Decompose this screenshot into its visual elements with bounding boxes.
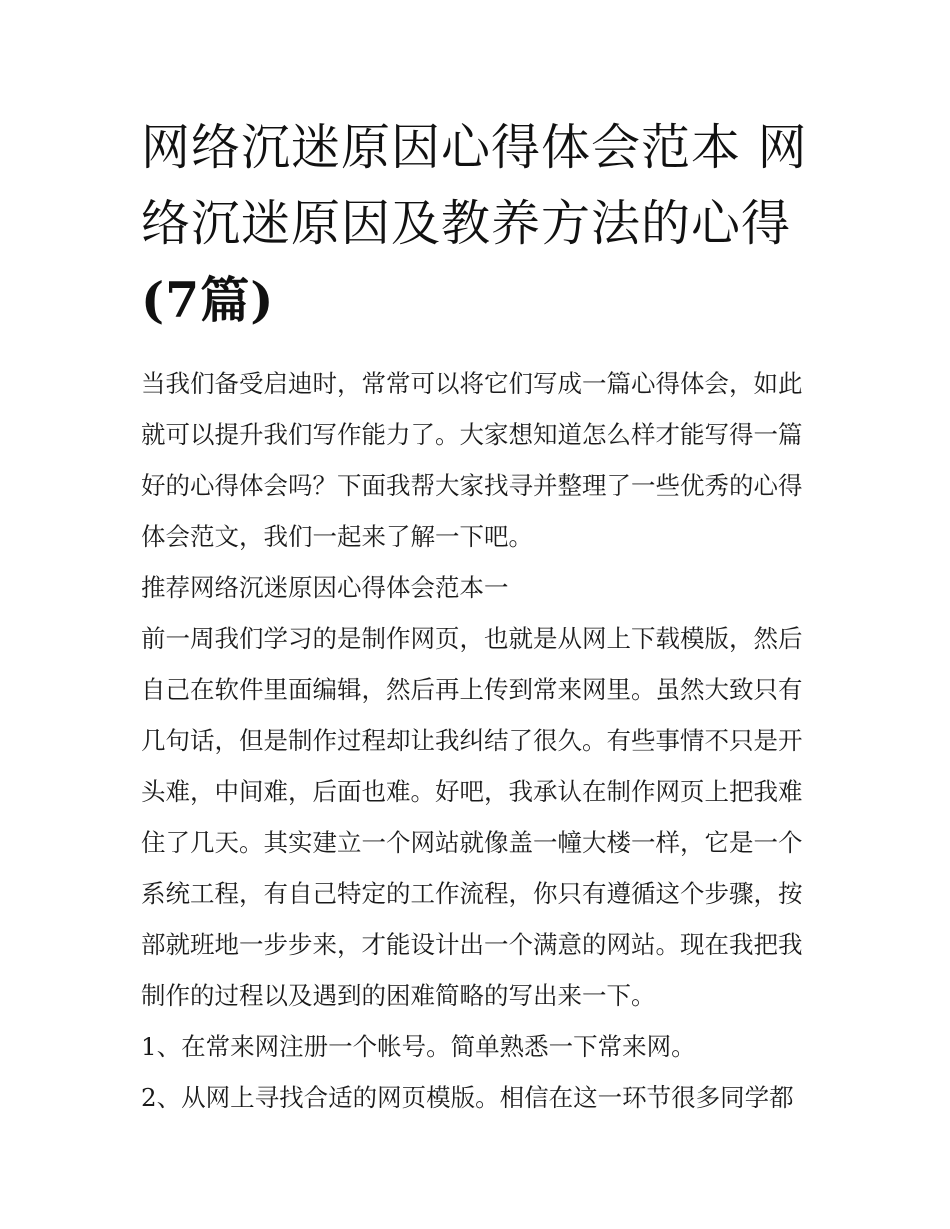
document-title bbox=[141, 110, 813, 339]
document-content bbox=[141, 110, 813, 1123]
title-count: (7篇) bbox=[141, 271, 275, 329]
list-item: 1、在常来网注册一个帐号。简单熟悉一下常来网。 bbox=[141, 1032, 696, 1061]
section-heading: 推荐网络沉迷原因心得体会范本一 bbox=[141, 573, 509, 602]
title-text: 网络沉迷原因心得体会范本 网络沉迷原因及教养方法的心得 bbox=[141, 119, 808, 252]
list-item: 2、从网上寻找合适的网页模版。相信在这一环节很多同学都 bbox=[141, 1083, 794, 1112]
body-paragraph: 前一周我们学习的是制作网页，也就是从网上下载模版，然后自己在软件里面编辑，然后再上传到常来网里。虽然大致只有几句话，但是制作过程却让我纠结了很久。有些事情不只是开头难，中间难，后面也难。好吧，我承认在制作网页上把我难住了几天。其实建立一个网站就像盖一幢大楼一样，它是一个系统工程，有自己特定的工作流程，你只有遵循这个步骤，按部就班地一步步来，才能设计出一个满意的网站。现在我把我制作的过程以及遇到的困难简略的写出来一下。 bbox=[141, 624, 803, 1010]
intro-paragraph: 当我们备受启迪时，常常可以将它们写成一篇心得体会，如此就可以提升我们写作能力了。大家想知道怎么样才能写得一篇好的心得体会吗？下面我帮大家找寻并整理了一些优秀的心得体会范文，我们一起来了解一下吧。 bbox=[141, 369, 803, 551]
